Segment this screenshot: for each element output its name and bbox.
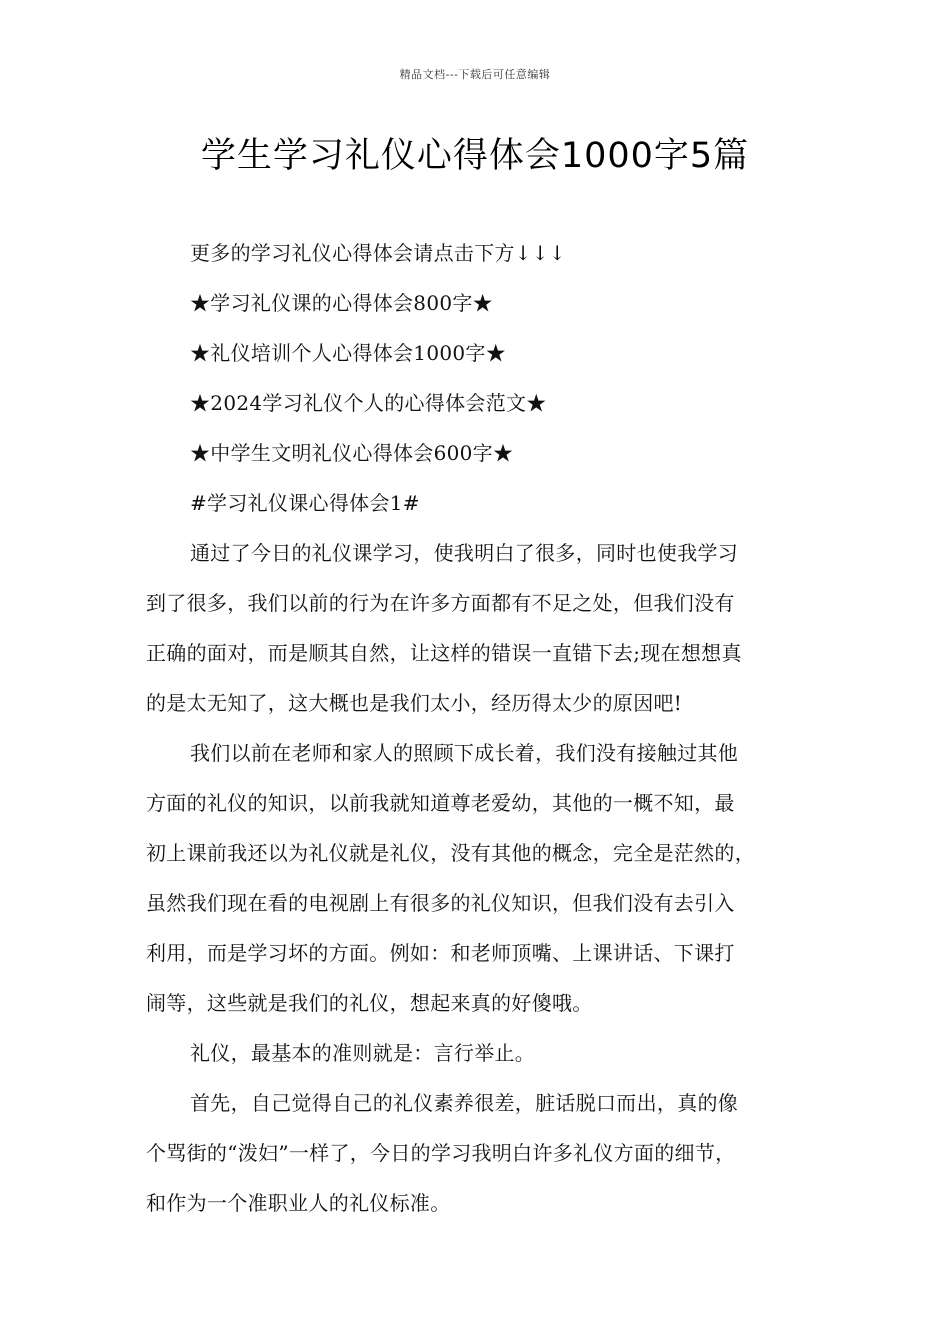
related-article-link[interactable]: ★2024学习礼仪个人的心得体会范文★: [190, 391, 547, 415]
paragraph-line: 方面的礼仪的知识，以前我就知道尊老爱幼，其他的一概不知，最: [146, 791, 735, 815]
paragraph-line: 利用，而是学习坏的方面。例如：和老师顶嘴、上课讲话、下课打: [146, 941, 735, 965]
paragraph-2: [146, 728, 806, 1028]
paragraph-4: [146, 1078, 806, 1228]
paragraph-line: 闹等，这些就是我们的礼仪，想起来真的好傻哦。: [146, 991, 593, 1015]
document-body: [146, 228, 806, 1228]
paragraph-line: 和作为一个准职业人的礼仪标准。: [146, 1191, 451, 1215]
paragraph-line: 正确的面对，而是顺其自然，让这样的错误一直错下去;现在想想真: [146, 641, 742, 665]
intro-text: 更多的学习礼仪心得体会请点击下方↓↓↓: [190, 241, 566, 265]
paragraph-1: [146, 528, 806, 728]
paragraph-line: 通过了今日的礼仪课学习，使我明白了很多，同时也使我学习: [190, 541, 739, 565]
section-heading: #学习礼仪课心得体会1#: [190, 491, 420, 515]
paragraph-line: 初上课前我还以为礼仪就是礼仪，没有其他的概念，完全是茫然的，: [146, 841, 755, 865]
document-title: 学生学习礼仪心得体会1000字5篇: [200, 136, 750, 176]
paragraph-line: 我们以前在老师和家人的照顾下成长着，我们没有接触过其他: [190, 741, 739, 765]
related-article-link[interactable]: ★学习礼仪课的心得体会800字★: [190, 291, 493, 315]
paragraph-line: 礼仪，最基本的准则就是：言行举止。: [190, 1041, 536, 1065]
paragraph-line: 首先，自己觉得自己的礼仪素养很差，脏话脱口而出，真的像: [190, 1091, 739, 1115]
paragraph-line: 虽然我们现在看的电视剧上有很多的礼仪知识，但我们没有去引入: [146, 891, 735, 915]
paragraph-line: 个骂街的“泼妇”一样了，今日的学习我明白许多礼仪方面的细节，: [146, 1141, 736, 1165]
paragraph-3: [146, 1028, 806, 1078]
related-article-link[interactable]: ★中学生文明礼仪心得体会600字★: [190, 441, 514, 465]
header-note: 精品文档---下载后可任意编辑: [399, 68, 551, 81]
paragraph-line: 的是太无知了，这大概也是我们太小，经历得太少的原因吧!: [146, 691, 683, 715]
paragraph-line: 到了很多，我们以前的行为在许多方面都有不足之处，但我们没有: [146, 591, 735, 615]
related-article-link[interactable]: ★礼仪培训个人心得体会1000字★: [190, 341, 506, 365]
